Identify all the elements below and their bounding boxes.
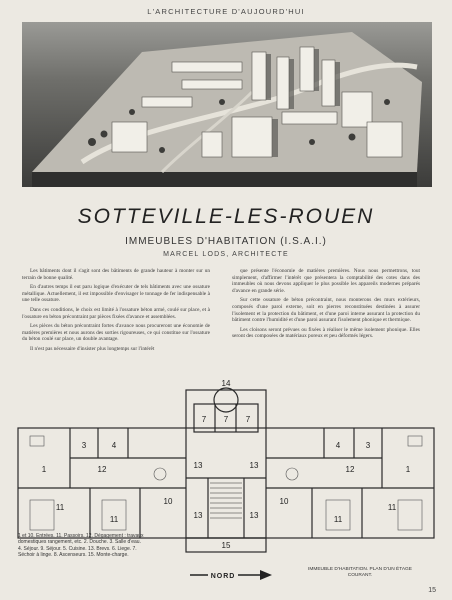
room-number: 13 <box>249 511 259 520</box>
room-number: 3 <box>81 441 87 450</box>
room-number: 3 <box>365 441 371 450</box>
room-number: 1 <box>41 465 47 474</box>
room-number: 11 <box>333 515 343 524</box>
plan-caption: IMMEUBLE D'HABITATION. PLAN D'UN ÉTAGE COURANT. <box>308 567 412 578</box>
paragraph: Les pièces du béton précontraint fortes d'avance nous procureront une économie de matières premières et nous aurons des sorties rigoureuses, ce qui constitue sur l'ossature du béton coulé sur place, un double avantage. <box>22 323 210 343</box>
article-subtitle: IMMEUBLES D'HABITATION (I.S.A.I.) <box>125 236 327 247</box>
model-photograph <box>22 22 432 187</box>
body-column-left <box>22 268 210 356</box>
paragraph: En d'autres temps il eut paru logique d'exécuter de tels bâtiments avec une ossature métallique. Actuellement, il est impossible d'envisager le tonnage de fer indispensable à une telle ossature. <box>22 284 210 304</box>
paragraph: Les bâtiments dont il s'agit sont des bâtiments de grande hauteur à monter sur un terrain de bonne qualité. <box>22 268 210 281</box>
running-head: L'ARCHITECTURE D'AUJOURD'HUI <box>147 7 305 16</box>
room-number: 11 <box>55 503 65 512</box>
room-number: 15 <box>221 541 231 550</box>
paragraph: Il n'est pas nécessaire d'insister plus longtemps sur l'intérêt <box>30 345 155 352</box>
north-label: NORD <box>210 573 236 580</box>
paragraph: que présente l'économie de matières premières. Nous nous permettrons, tout simplement, d'affirmer l'intérêt que présentera la comptabilité des cotes dans des immeubles où nous devons appliquer le plus possible les appareils modernes préparés d'avance en grande série. <box>232 268 420 294</box>
room-number: 13 <box>249 461 259 470</box>
room-number: 12 <box>345 465 355 474</box>
room-number: 11 <box>387 503 397 512</box>
room-number: 10 <box>163 497 173 506</box>
plan-legend: 1 et 10. Entrées. 11. Passoirs. 12. Dégagement : travaux domestiques rangement, etc. 2. Douche. 3. Salle d'eau. 4. Séjour. 9. Séjour. 5. Cuisine. 13. Brevs. 6. Liege. 7. Séchoir à linge. 8. Ascenseurs. 15. Monte-charge. <box>18 533 144 559</box>
room-number: 7 <box>245 415 251 424</box>
room-number: 12 <box>97 465 107 474</box>
paragraph: Sur cette ossature de béton précontraint, nous monterons des murs extérieurs, composés d'une paroi externe, soit en pierres reconstituées destinées à assurer l'isolement et la protection du bâtiment, et d'une paroi interne assurant la protection du bâtiment contre l'humidité et d'une paroi assurant l'isolement phonique et thermique. <box>232 297 420 324</box>
north-arrow <box>190 569 272 581</box>
room-number: 4 <box>111 441 117 450</box>
paragraph: Dans ces conditions, le choix est limité à l'ossature béton armé, coulé sur place, et à l'ossature en béton précontraint par pièces fixées d'avance et assemblées. <box>22 306 210 320</box>
body-column-right <box>232 268 420 343</box>
room-number: 4 <box>335 441 341 450</box>
architect-byline: MARCEL LODS, ARCHITECTE <box>163 251 289 258</box>
page-number: 15 <box>428 587 436 594</box>
room-number: 14 <box>221 379 231 388</box>
room-number: 13 <box>193 511 203 520</box>
room-number: 13 <box>193 461 203 470</box>
article-title: SOTTEVILLE-LES-ROUEN <box>77 205 375 228</box>
room-number: 11 <box>109 515 119 524</box>
room-number: 10 <box>279 497 289 506</box>
room-number: 7 <box>201 415 207 424</box>
room-number: 7 <box>223 415 229 424</box>
room-number: 1 <box>405 465 411 474</box>
model-photo-image <box>22 22 432 187</box>
paragraph: Les cloisons seront prévues ou fixées à réaliser le même isolement phonique. Elles seront des composées de matériaux poreux et peu déformés légers. <box>232 326 420 340</box>
